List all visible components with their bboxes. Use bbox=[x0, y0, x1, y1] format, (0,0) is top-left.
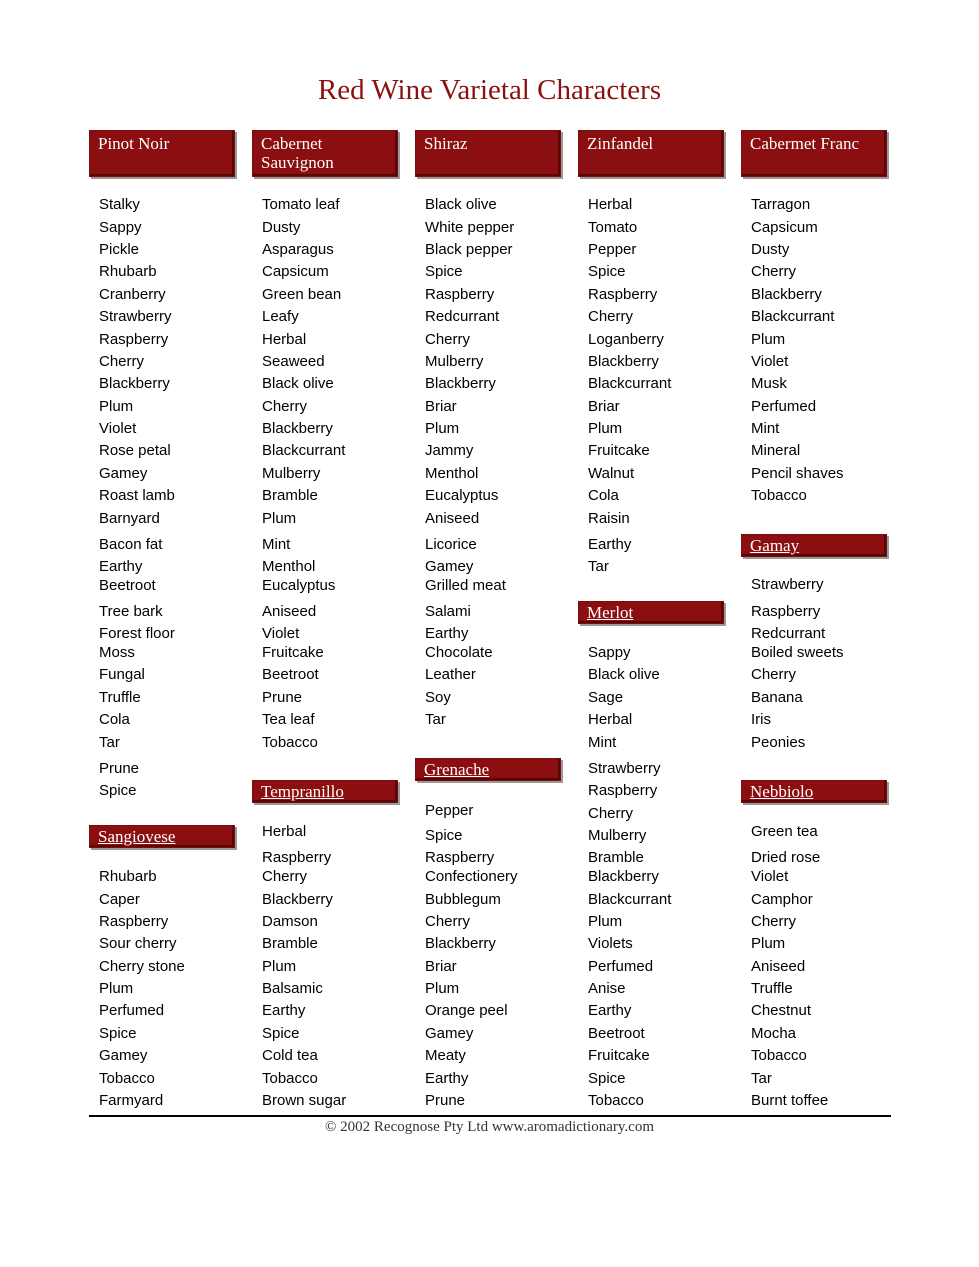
list-item: Tomato leaf bbox=[262, 196, 340, 213]
list-item: Briar bbox=[425, 958, 457, 975]
list-item: Confectionery bbox=[425, 868, 518, 885]
list-item: Perfumed bbox=[99, 1002, 165, 1019]
list-item: Rose petal bbox=[99, 442, 171, 459]
list-item: Peonies bbox=[751, 734, 806, 751]
list-item: Fruitcake bbox=[588, 1047, 650, 1064]
list-item: Bramble bbox=[262, 935, 318, 952]
list-item: Blackcurrant bbox=[588, 891, 672, 908]
list-item: Mulberry bbox=[262, 465, 321, 482]
list-item: Rhubarb bbox=[99, 868, 157, 885]
list-item: Blackcurrant bbox=[588, 375, 672, 392]
varietal-name: Shiraz bbox=[424, 134, 468, 153]
list-item: Musk bbox=[751, 375, 787, 392]
list-item: Mint bbox=[588, 734, 617, 751]
varietal-header bbox=[252, 130, 398, 177]
list-item: Jammy bbox=[425, 442, 474, 459]
list-item: Dusty bbox=[262, 219, 301, 236]
list-item: Plum bbox=[262, 958, 297, 975]
varietal-header bbox=[741, 534, 887, 557]
list-item: Gamey bbox=[99, 1047, 148, 1064]
list-item: Eucalyptus bbox=[262, 577, 336, 594]
list-item: Fruitcake bbox=[262, 644, 324, 661]
list-item: Raspberry bbox=[425, 849, 495, 866]
list-item: Bramble bbox=[588, 849, 644, 866]
list-item: Cranberry bbox=[99, 286, 166, 303]
list-item: Violet bbox=[99, 420, 137, 437]
list-item: Spice bbox=[262, 1025, 300, 1042]
varietal-name: Nebbiolo bbox=[750, 782, 814, 801]
list-item: Redcurrant bbox=[425, 308, 500, 325]
list-item: Balsamic bbox=[262, 980, 323, 997]
list-item: Sage bbox=[588, 689, 624, 706]
list-item: Blackberry bbox=[262, 420, 333, 437]
list-item: Moss bbox=[99, 644, 135, 661]
list-item: Cold tea bbox=[262, 1047, 318, 1064]
list-item: Black pepper bbox=[425, 241, 513, 258]
list-item: Anise bbox=[588, 980, 626, 997]
list-item: Gamey bbox=[425, 1025, 474, 1042]
list-item: Truffle bbox=[751, 980, 793, 997]
list-item: Forest floor bbox=[99, 625, 175, 642]
list-item: Beetroot bbox=[588, 1025, 645, 1042]
list-item: Rhubarb bbox=[99, 263, 157, 280]
varietal-header bbox=[741, 780, 887, 803]
list-item: Green tea bbox=[751, 823, 818, 840]
list-item: Raspberry bbox=[588, 286, 658, 303]
list-item: Tarragon bbox=[751, 196, 811, 213]
list-item: Tobacco bbox=[588, 1092, 644, 1109]
list-item: Earthy bbox=[588, 536, 632, 553]
list-item: Tobacco bbox=[262, 1070, 318, 1087]
list-item: Tea leaf bbox=[262, 711, 315, 728]
list-item: Eucalyptus bbox=[425, 487, 499, 504]
list-item: Raspberry bbox=[99, 913, 169, 930]
list-item: Meaty bbox=[425, 1047, 466, 1064]
list-item: Blackberry bbox=[588, 353, 659, 370]
list-item: Plum bbox=[425, 980, 460, 997]
list-item: Plum bbox=[588, 913, 623, 930]
list-item: Blackberry bbox=[262, 891, 333, 908]
list-item: Farmyard bbox=[99, 1092, 164, 1109]
list-item: Prune bbox=[262, 689, 303, 706]
list-item: Gamey bbox=[99, 465, 148, 482]
list-item: Black olive bbox=[588, 666, 660, 683]
varietal-name: Cabermet Franc bbox=[750, 134, 860, 153]
list-item: Cherry bbox=[588, 805, 634, 822]
list-item: Aniseed bbox=[262, 603, 317, 620]
varietal-name: Pinot Noir bbox=[98, 134, 170, 153]
list-item: Violet bbox=[751, 868, 789, 885]
list-item: Aniseed bbox=[751, 958, 806, 975]
list-item: Mint bbox=[751, 420, 780, 437]
list-item: Cherry bbox=[262, 398, 308, 415]
list-item: Raisin bbox=[588, 510, 630, 527]
list-item: Tobacco bbox=[262, 734, 318, 751]
list-item: Capsicum bbox=[262, 263, 329, 280]
list-item: Spice bbox=[588, 1070, 626, 1087]
list-item: Iris bbox=[751, 711, 771, 728]
list-item: Soy bbox=[425, 689, 451, 706]
list-item: Caper bbox=[99, 891, 140, 908]
list-item: Tobacco bbox=[751, 487, 807, 504]
list-item: Licorice bbox=[425, 536, 477, 553]
list-item: Dried rose bbox=[751, 849, 821, 866]
varietal-name: Cabernet Sauvignon bbox=[261, 134, 334, 172]
list-item: Dusty bbox=[751, 241, 790, 258]
list-item: Sour cherry bbox=[99, 935, 177, 952]
list-item: Cherry bbox=[262, 868, 308, 885]
list-item: Cherry stone bbox=[99, 958, 185, 975]
list-item: Seaweed bbox=[262, 353, 325, 370]
list-item: Orange peel bbox=[425, 1002, 508, 1019]
list-item: Plum bbox=[99, 398, 134, 415]
list-item: Mulberry bbox=[425, 353, 484, 370]
list-item: Violet bbox=[262, 625, 300, 642]
list-item: Raspberry bbox=[588, 782, 658, 799]
list-item: Walnut bbox=[588, 465, 635, 482]
list-item: Plum bbox=[751, 935, 786, 952]
varietal-name: Gamay bbox=[750, 536, 800, 555]
list-item: Cola bbox=[99, 711, 130, 728]
list-item: Blackcurrant bbox=[751, 308, 835, 325]
list-item: Tree bark bbox=[99, 603, 163, 620]
list-item: Cherry bbox=[751, 263, 797, 280]
list-item: Plum bbox=[425, 420, 460, 437]
list-item: Camphor bbox=[751, 891, 813, 908]
list-item: Violets bbox=[588, 935, 633, 952]
list-item: Briar bbox=[425, 398, 457, 415]
varietal-name: Grenache bbox=[424, 760, 490, 779]
list-item: Leather bbox=[425, 666, 476, 683]
list-item: Spice bbox=[99, 782, 137, 799]
list-item: Violet bbox=[751, 353, 789, 370]
list-item: Blackberry bbox=[751, 286, 822, 303]
list-item: Boiled sweets bbox=[751, 644, 844, 661]
list-item: Pencil shaves bbox=[751, 465, 844, 482]
list-item: Redcurrant bbox=[751, 625, 826, 642]
list-item: Earthy bbox=[425, 625, 469, 642]
list-item: Tobacco bbox=[751, 1047, 807, 1064]
list-item: Blackberry bbox=[425, 375, 496, 392]
list-item: Menthol bbox=[425, 465, 479, 482]
list-item: Bacon fat bbox=[99, 536, 163, 553]
list-item: Brown sugar bbox=[262, 1092, 347, 1109]
list-item: Blackberry bbox=[588, 868, 659, 885]
list-item: Mint bbox=[262, 536, 291, 553]
footer-text: © 2002 Recognose Pty Ltd www.aromadictionary.com bbox=[325, 1119, 654, 1135]
list-item: Menthol bbox=[262, 558, 316, 575]
list-item: Tobacco bbox=[99, 1070, 155, 1087]
list-item: Cherry bbox=[99, 353, 145, 370]
list-item: Mocha bbox=[751, 1025, 797, 1042]
list-item: Strawberry bbox=[588, 760, 661, 777]
list-item: Cherry bbox=[425, 913, 471, 930]
list-item: Briar bbox=[588, 398, 620, 415]
list-item: Barnyard bbox=[99, 510, 160, 527]
list-item: Prune bbox=[425, 1092, 466, 1109]
list-item: Cola bbox=[588, 487, 619, 504]
list-item: Damson bbox=[262, 913, 318, 930]
list-item: Loganberry bbox=[588, 331, 664, 348]
list-item: Perfumed bbox=[588, 958, 654, 975]
list-item: Raspberry bbox=[751, 603, 821, 620]
list-item: Salami bbox=[425, 603, 471, 620]
list-item: Sappy bbox=[588, 644, 631, 661]
list-item: Cherry bbox=[751, 913, 797, 930]
list-item: Pepper bbox=[588, 241, 637, 258]
list-item: Gamey bbox=[425, 558, 474, 575]
varietal-name: Merlot bbox=[587, 603, 634, 622]
list-item: Pepper bbox=[425, 802, 474, 819]
list-item: Perfumed bbox=[751, 398, 817, 415]
list-item: Mineral bbox=[751, 442, 801, 459]
list-item: Spice bbox=[99, 1025, 137, 1042]
list-item: White pepper bbox=[425, 219, 515, 236]
list-item: Truffle bbox=[99, 689, 141, 706]
list-item: Black olive bbox=[262, 375, 334, 392]
list-item: Prune bbox=[99, 760, 140, 777]
list-item: Tar bbox=[425, 711, 446, 728]
varietal-name: Tempranillo bbox=[261, 782, 344, 801]
list-item: Cherry bbox=[588, 308, 634, 325]
list-item: Burnt toffee bbox=[751, 1092, 829, 1109]
footer-rule bbox=[89, 1115, 891, 1117]
list-item: Herbal bbox=[262, 823, 307, 840]
list-item: Blackcurrant bbox=[262, 442, 346, 459]
list-item: Raspberry bbox=[425, 286, 495, 303]
list-item: Blackberry bbox=[99, 375, 170, 392]
list-item: Strawberry bbox=[751, 576, 824, 593]
list-item: Earthy bbox=[99, 558, 143, 575]
list-item: Grilled meat bbox=[425, 577, 506, 594]
varietal-header bbox=[89, 130, 235, 177]
list-item: Spice bbox=[425, 827, 463, 844]
varietal-header bbox=[415, 130, 561, 177]
varietal-header bbox=[578, 130, 724, 177]
list-item: Earthy bbox=[425, 1070, 469, 1087]
list-item: Plum bbox=[751, 331, 786, 348]
list-item: Sappy bbox=[99, 219, 142, 236]
list-item: Tomato bbox=[588, 219, 638, 236]
list-item: Pickle bbox=[99, 241, 140, 258]
list-item: Herbal bbox=[588, 711, 633, 728]
list-item: Asparagus bbox=[262, 241, 334, 258]
list-item: Banana bbox=[751, 689, 803, 706]
list-item: Tar bbox=[751, 1070, 772, 1087]
varietal-header bbox=[89, 825, 235, 848]
list-item: Beetroot bbox=[99, 577, 156, 594]
list-item: Plum bbox=[262, 510, 297, 527]
list-item: Beetroot bbox=[262, 666, 319, 683]
varietal-name: Zinfandel bbox=[587, 134, 654, 153]
list-item: Raspberry bbox=[262, 849, 332, 866]
list-item: Plum bbox=[588, 420, 623, 437]
list-item: Raspberry bbox=[99, 331, 169, 348]
varietal-name: Sangiovese bbox=[98, 827, 176, 846]
list-item: Chocolate bbox=[425, 644, 493, 661]
varietal-header bbox=[252, 780, 398, 803]
list-item: Capsicum bbox=[751, 219, 818, 236]
list-item: Tar bbox=[588, 558, 609, 575]
list-item: Green bean bbox=[262, 286, 342, 303]
page-title: Red Wine Varietal Characters bbox=[317, 74, 662, 106]
list-item: Stalky bbox=[99, 196, 140, 213]
list-item: Earthy bbox=[588, 1002, 632, 1019]
varietal-header bbox=[578, 601, 724, 624]
list-item: Chestnut bbox=[751, 1002, 812, 1019]
list-item: Roast lamb bbox=[99, 487, 175, 504]
list-item: Black olive bbox=[425, 196, 497, 213]
list-item: Herbal bbox=[262, 331, 307, 348]
list-item: Herbal bbox=[588, 196, 633, 213]
list-item: Bramble bbox=[262, 487, 318, 504]
list-item: Aniseed bbox=[425, 510, 480, 527]
list-item: Tar bbox=[99, 734, 120, 751]
list-item: Leafy bbox=[262, 308, 299, 325]
list-item: Blackberry bbox=[425, 935, 496, 952]
list-item: Spice bbox=[588, 263, 626, 280]
list-item: Fruitcake bbox=[588, 442, 650, 459]
list-item: Cherry bbox=[751, 666, 797, 683]
list-item: Spice bbox=[425, 263, 463, 280]
varietal-header bbox=[741, 130, 887, 177]
varietal-header bbox=[415, 758, 561, 781]
list-item: Mulberry bbox=[588, 827, 647, 844]
list-item: Plum bbox=[99, 980, 134, 997]
list-item: Bubblegum bbox=[425, 891, 501, 908]
list-item: Strawberry bbox=[99, 308, 172, 325]
list-item: Fungal bbox=[99, 666, 145, 683]
list-item: Cherry bbox=[425, 331, 471, 348]
list-item: Earthy bbox=[262, 1002, 306, 1019]
